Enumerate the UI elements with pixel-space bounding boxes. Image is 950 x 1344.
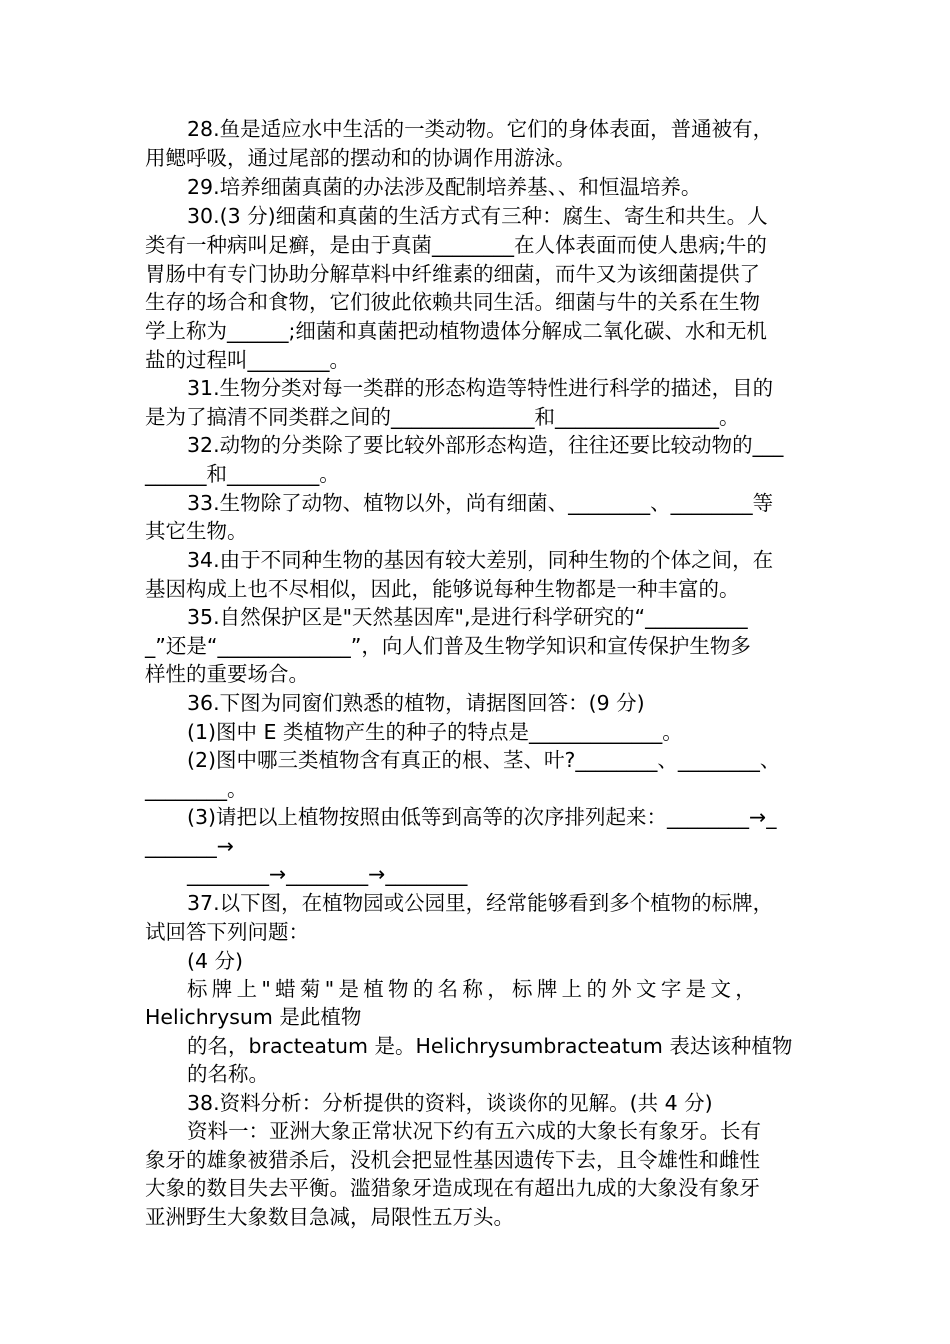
q38-material-1-line-1: 资料一：亚洲大象正常状况下约有五六成的大象长有象牙。长有	[187, 1119, 761, 1143]
q38-line-1: 38.资料分析：分析提供的资料，谈谈你的见解。(共 4 分)	[187, 1091, 713, 1115]
q36-part-3: (3)请把以上植物按照由低等到高等的次序排列起来：________→_	[187, 805, 777, 829]
q36-part-2: (2)图中哪三类植物含有真正的根、茎、叶?________、________、	[187, 748, 781, 772]
q36-line-1: 36.下图为同窗们熟悉的植物，请据图回答：(9 分)	[187, 691, 645, 715]
q36-part-3-cont-1: _______→	[145, 834, 234, 858]
q28-line-2: 用鳃呼吸，通过尾部的摆动和的协调作用游泳。	[145, 146, 576, 170]
q36-part-2-cont: ________。	[145, 777, 248, 801]
q29-line: 29.培养细菌真菌的办法涉及配制培养基、、和恒温培养。	[187, 175, 702, 199]
q34-line-1: 34.由于不同种生物的基因有较大差别，同种生物的个体之间，在	[187, 548, 774, 572]
q28-line-1: 28.鱼是适应水中生活的一类动物。它们的身体表面，普通被有，	[187, 117, 774, 141]
q38-material-1-line-4: 亚洲野生大象数目急减，局限性五万头。	[145, 1205, 514, 1229]
q30-line-4: 生存的场合和食物，它们彼此依赖共同生活。细菌与牛的关系在生物	[145, 290, 760, 314]
q37-score: (4 分)	[187, 949, 244, 973]
q35-line-3: 样性的重要场合。	[145, 662, 309, 686]
q37-line-6: 的名称。	[187, 1062, 269, 1086]
q35-line-1: 35.自然保护区是"天然基因库",是进行科学研究的“__________	[187, 605, 748, 629]
q30-line-6: 盐的过程叫________。	[145, 348, 350, 372]
q32-line-1: 32.动物的分类除了要比较外部形态构造，往往还要比较动物的___	[187, 433, 784, 457]
q34-line-2: 基因构成上也不尽相似，因此，能够说每种生物都是一种丰富的。	[145, 577, 740, 601]
q37-line-4: Helichrysum 是此植物	[145, 1005, 362, 1029]
q30-line-3: 胃肠中有专门协助分解草料中纤维素的细菌，而牛又为该细菌提供了	[145, 262, 760, 286]
q36-part-3-cont-2: ________→________→________	[187, 862, 468, 886]
q38-material-1-line-2: 象牙的雄象被猎杀后，没机会把显性基因遗传下去，且令雄性和雌性	[145, 1148, 760, 1172]
q30-line-1: 30.(3 分)细菌和真菌的生活方式有三种：腐生、寄生和共生。人	[187, 204, 768, 228]
q37-line-5: 的名，bracteatum 是。Helichrysumbracteatum 表达该种植物	[187, 1034, 793, 1058]
q33-line-2: 其它生物。	[145, 519, 248, 543]
q35-line-2: _”还是“_____________”，向人们普及生物学知识和宣传保护生物多	[145, 634, 751, 658]
q32-line-2: ______和_________。	[145, 462, 340, 486]
q36-part-1: (1)图中 E 类植物产生的种子的特点是_____________。	[187, 720, 683, 744]
q33-line-1: 33.生物除了动物、植物以外，尚有细菌、________、________等	[187, 491, 774, 515]
q31-line-1: 31.生物分类对每一类群的形态构造等特性进行科学的描述，目的	[187, 376, 774, 400]
q37-line-3: 标牌上"蜡菊"是植物的名称，标牌上的外文字是文，	[187, 977, 761, 1001]
q30-line-5: 学上称为______;细菌和真菌把动植物遗体分解成二氧化碳、水和无机	[145, 319, 767, 343]
q30-line-2: 类有一种病叫足癣，是由于真菌________在人体表面而使人患病;牛的	[145, 233, 767, 257]
q37-line-1: 37.以下图，在植物园或公园里，经常能够看到多个植物的标牌，	[187, 891, 774, 915]
q38-material-1-line-3: 大象的数目失去平衡。滥猎象牙造成现在有超出九成的大象没有象牙	[145, 1176, 760, 1200]
q31-line-2: 是为了搞清不同类群之间的______________和________________。	[145, 405, 740, 429]
q37-line-2: 试回答下列问题：	[145, 920, 309, 944]
